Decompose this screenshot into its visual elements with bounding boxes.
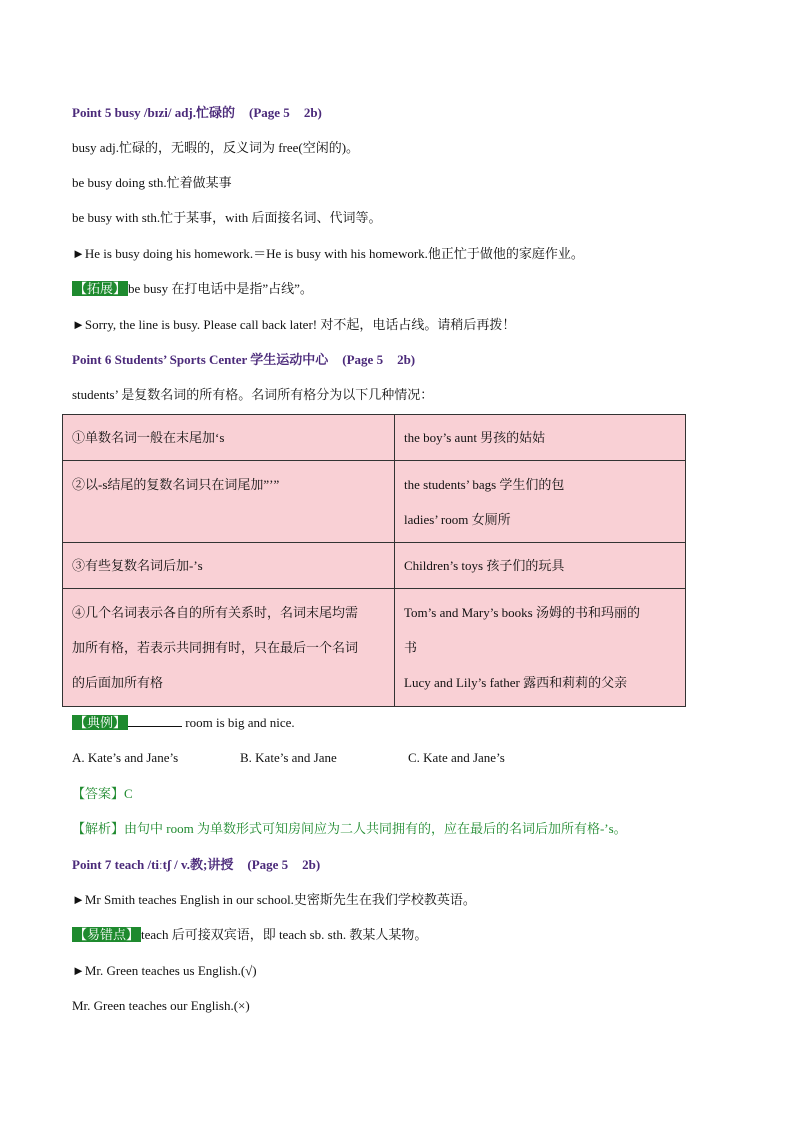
table-row <box>63 415 686 461</box>
table-row <box>63 461 686 543</box>
point7-correct-example: ►Mr. Green teaches us English.(√) <box>72 963 257 978</box>
answer-tag: 【答案】 <box>72 786 125 801</box>
option-c: C. Kate and Jane’s <box>408 750 505 765</box>
point7-heading: Point 7 teach /tiːtʃ / v.教;讲授 (Page 5 2b) <box>72 857 321 872</box>
point5-extension-example: ►Sorry, the line is busy. Please call back later! 对不起，电话占线。请稍后再拨！ <box>72 317 516 332</box>
point5-definition: busy adj.忙碌的，无暇的，反义词为 free(空闲的)。 <box>72 140 360 155</box>
extension-tag: 【拓展】 <box>74 281 127 296</box>
table-row <box>63 589 686 707</box>
example-cell: Tom’s and Mary’s books 汤姆的书和玛丽的 书 Lucy and Lily’s father 露西和莉莉的父亲 <box>395 589 686 707</box>
point5-phrase-doing: be busy doing sth.忙着做某事 <box>72 175 232 190</box>
point5-example: ►He is busy doing his homework.＝He is busy with his homework.他正忙于做他的家庭作业。 <box>72 246 584 261</box>
example-cell: Children’s toys 孩子们的玩具 <box>395 543 686 589</box>
point7-wrong-example: Mr. Green teaches our English.(×) <box>72 998 250 1013</box>
point5-extension: 【拓展】 be busy 在打电话中是指”占线”。 <box>74 281 313 296</box>
rule-cell: ①单数名词一般在末尾加‘s <box>63 415 395 461</box>
point6-exercise: 【典例】 room is big and nice. <box>74 715 295 730</box>
option-a: A. Kate’s and Jane’s <box>72 750 179 765</box>
point6-intro: students’ 是复数名词的所有格。名词所有格分为以下几种情况： <box>72 387 434 402</box>
point6-answer: 【答案】C <box>72 786 133 801</box>
answer-blank <box>128 714 182 727</box>
point6-analysis: 【解析】由句中 room 为单数形式可知房间应为二人共同拥有的，应在最后的名词后加所有格-’s。 <box>72 821 627 836</box>
mistake-tag: 【易错点】 <box>74 927 140 942</box>
possessive-rules-table <box>62 414 686 707</box>
analysis-tag: 【解析】 <box>72 821 125 836</box>
table-row <box>63 543 686 589</box>
example-cell: the students’ bags 学生们的包 ladies’ room 女厕所 <box>395 461 686 543</box>
rule-cell: ④几个名词表示各自的所有关系时，名词末尾均需 加所有格，若表示共同拥有时，只在最后一个名词 的后面加所有格 <box>63 589 395 707</box>
point7-mistake: 【易错点】 teach 后可接双宾语，即 teach sb. sth. 教某人某物。 <box>74 927 428 942</box>
example-cell: the boy’s aunt 男孩的姑姑 <box>395 415 686 461</box>
point7-example: ►Mr Smith teaches English in our school.史密斯先生在我们学校教英语。 <box>72 892 476 907</box>
point6-heading: Point 6 Students’ Sports Center 学生运动中心 (Page 5 2b) <box>72 352 416 367</box>
option-b: B. Kate’s and Jane <box>240 750 337 765</box>
exercise-tag: 【典例】 <box>74 715 127 730</box>
point5-heading: Point 5 busy /bɪzi/ adj.忙碌的 (Page 5 2b) <box>72 105 322 120</box>
point5-phrase-with: be busy with sth.忙于某事，with 后面接名词、代词等。 <box>72 210 382 225</box>
rule-cell: ②以-s结尾的复数名词只在词尾加”’” <box>63 461 395 543</box>
rule-cell: ③有些复数名词后加-’s <box>63 543 395 589</box>
